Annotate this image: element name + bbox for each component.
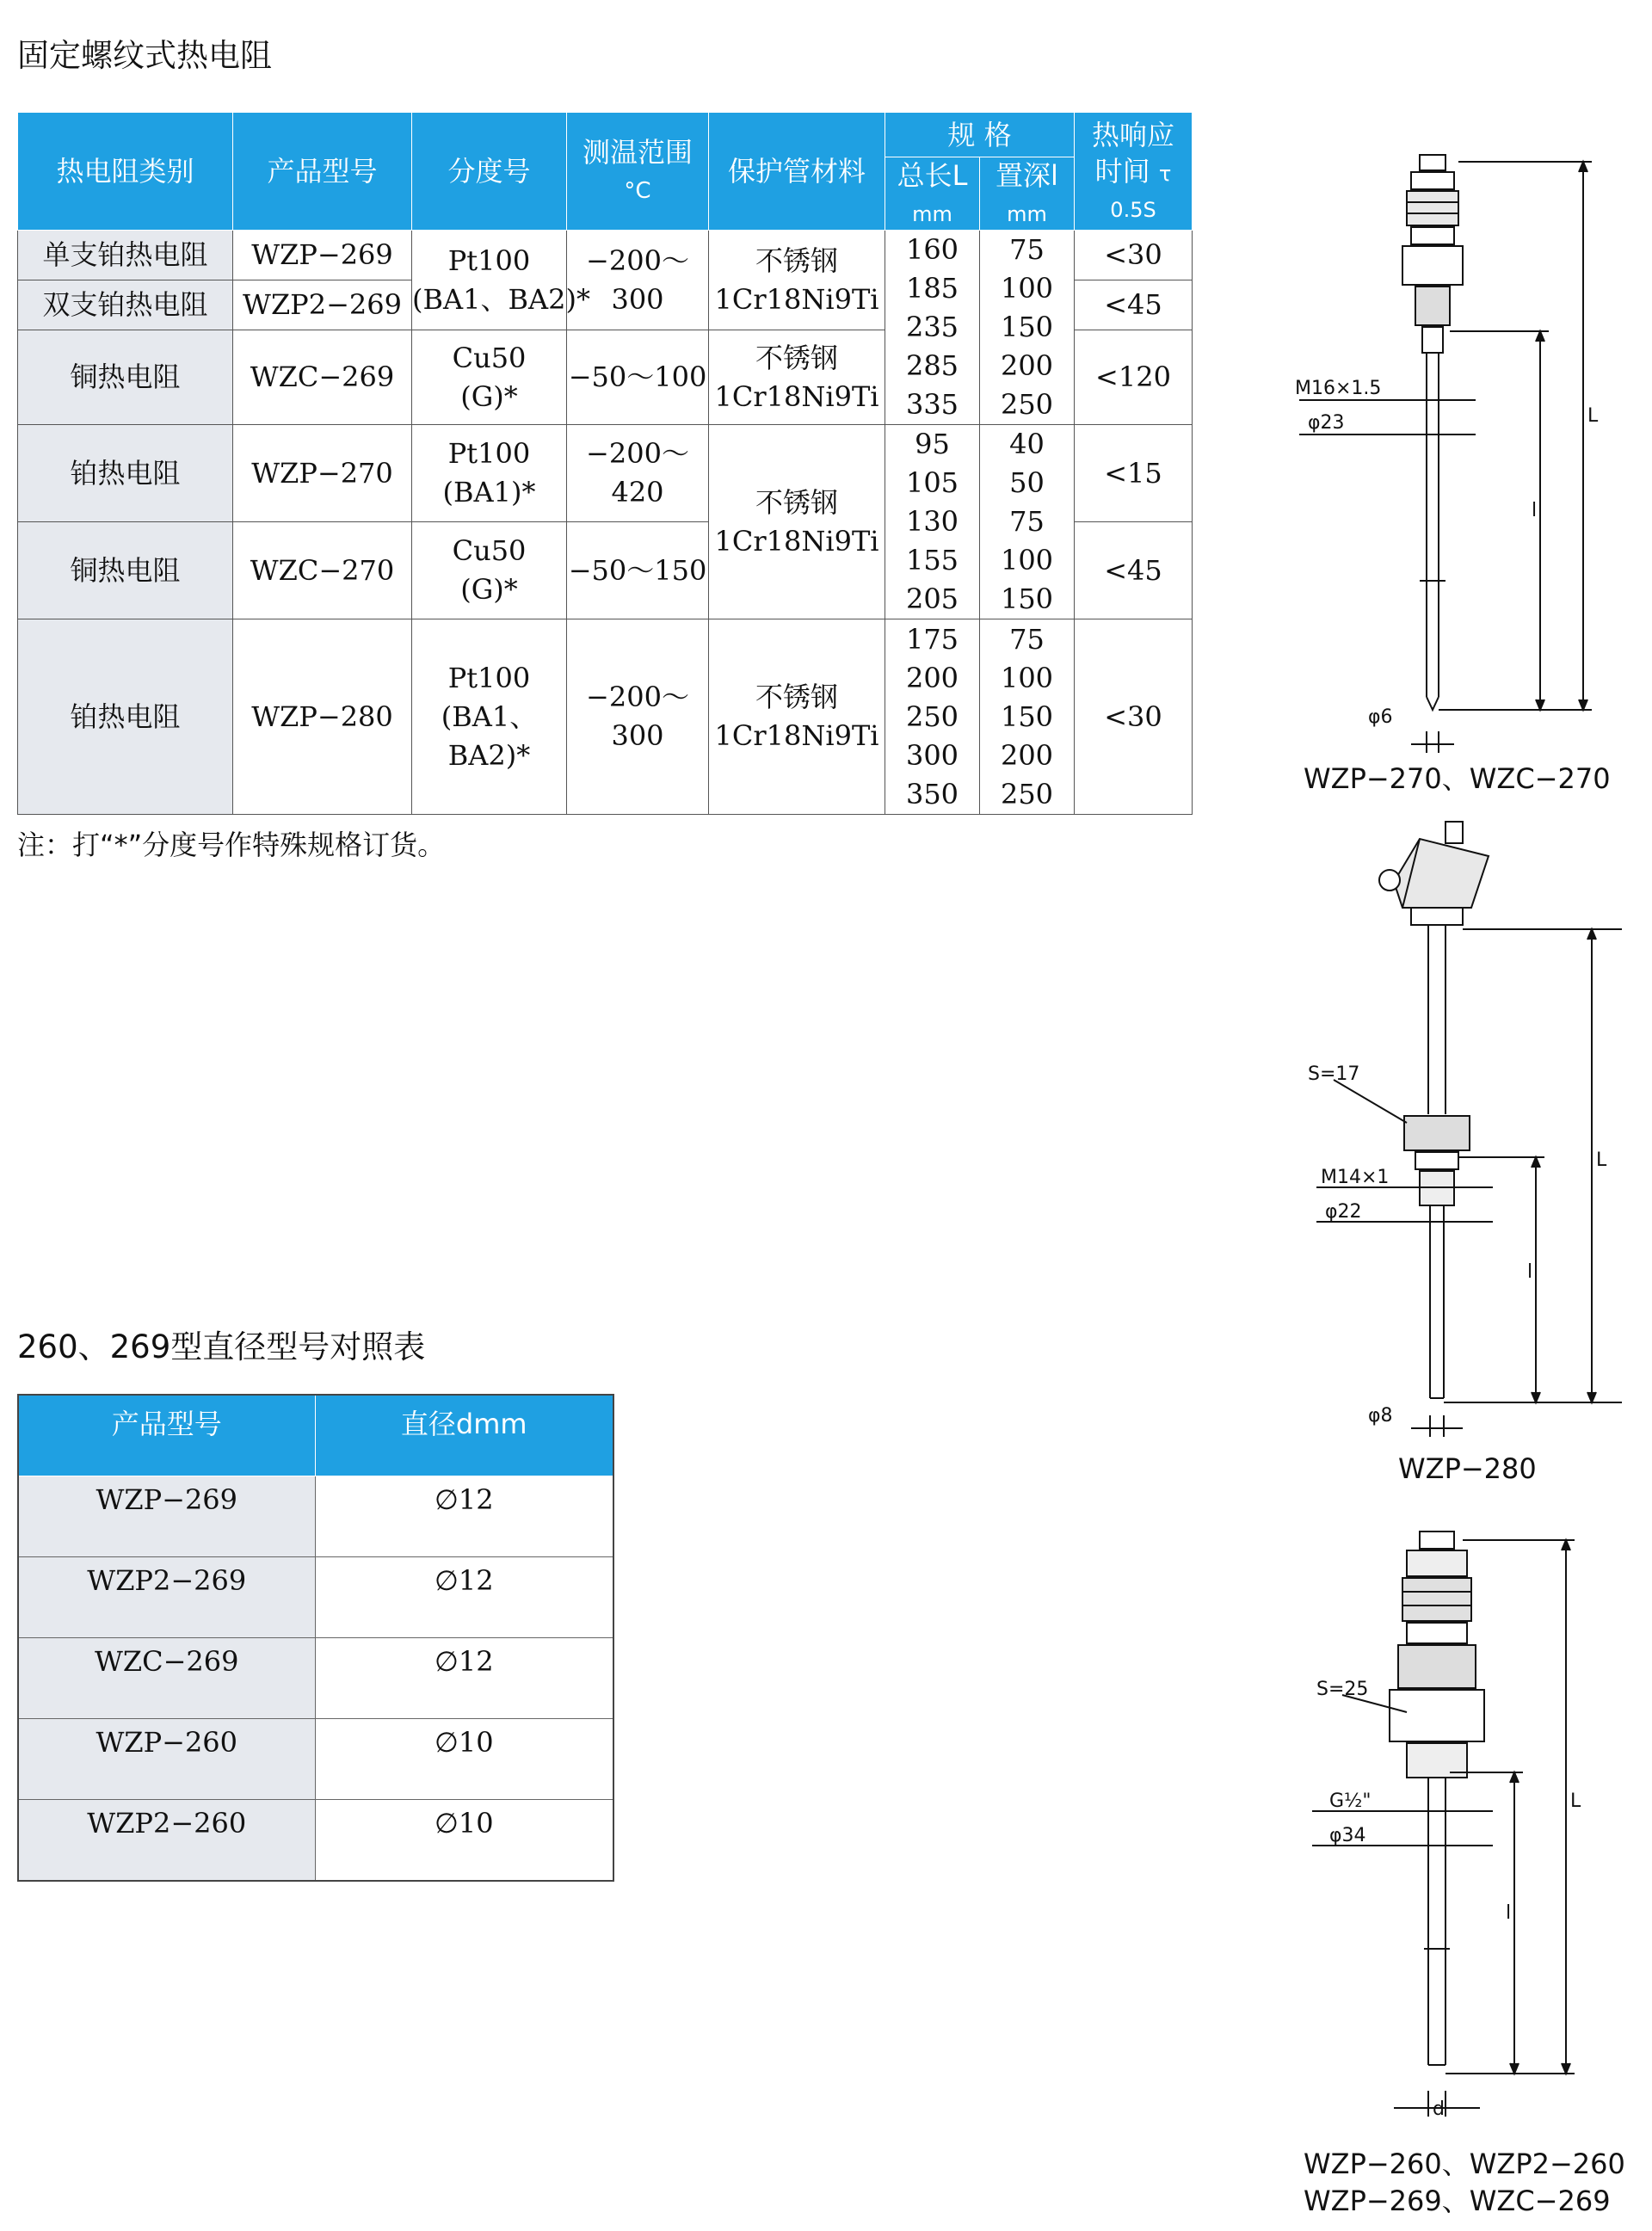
table-row	[18, 1476, 613, 1557]
depth-value: 75	[1009, 233, 1045, 266]
length-cell	[885, 425, 980, 619]
length-value: 300	[905, 738, 959, 772]
range-cell: −200～300	[567, 619, 709, 815]
header-length-label: 总长L	[897, 159, 968, 192]
graduation-cell	[412, 522, 567, 619]
model-cell: WZP2−269	[18, 1557, 315, 1638]
category-cell: 铜热电阻	[18, 330, 233, 425]
depth-value: 150	[1000, 582, 1054, 615]
material-line: 不锈钢	[755, 341, 838, 374]
response-cell: <45	[1075, 280, 1193, 330]
response-cell: <120	[1075, 330, 1193, 425]
depth-value: 100	[1000, 544, 1054, 576]
length-value: 235	[905, 311, 959, 343]
insertion-depth-label: l	[1527, 1261, 1533, 1283]
model-cell: WZP−269	[233, 231, 412, 280]
tip-diameter-label: φ6	[1368, 706, 1393, 728]
material-line: 1Cr18Ni9Ti	[714, 282, 879, 316]
section-title-fixed-thread-rtd: 固定螺纹式热电阻	[17, 37, 272, 74]
header-length	[885, 157, 980, 231]
header-category: 热电阻类别	[18, 113, 233, 231]
table-row	[18, 231, 1193, 280]
diameter-cell: ∅12	[315, 1557, 613, 1638]
drawing-wzp260-269	[1291, 1514, 1635, 2120]
material-line: 1Cr18Ni9Ti	[714, 524, 879, 558]
insertion-depth-label: l	[1532, 500, 1538, 521]
drawing-wzp280	[1291, 822, 1635, 1441]
thread-label: M14×1	[1321, 1167, 1390, 1188]
table-row	[18, 1800, 613, 1882]
thread-label: M16×1.5	[1295, 378, 1382, 399]
table-row	[18, 1719, 613, 1800]
header-model: 产品型号	[233, 113, 412, 231]
drawing-caption-270: WZP−270、WZC−270	[1304, 762, 1611, 795]
material-line: 不锈钢	[755, 681, 838, 713]
depth-value: 100	[1000, 272, 1054, 305]
diameter-cell: ∅12	[315, 1476, 613, 1557]
material-line: 不锈钢	[755, 485, 838, 519]
depth-value: 150	[1000, 311, 1054, 343]
header-depth-label: 置深l	[996, 159, 1058, 192]
range-cell: −200～300	[567, 231, 709, 330]
model-cell: WZP−280	[233, 619, 412, 815]
length-value: 160	[905, 233, 959, 266]
graduation-line: Cu50	[452, 341, 527, 374]
length-value: 105	[905, 466, 959, 499]
range-cell: −50～150	[567, 522, 709, 619]
graduation-line: Cu50	[452, 534, 527, 567]
header-response-line2: 时间	[1094, 155, 1150, 188]
depth-cell	[980, 231, 1075, 425]
model-cell: WZP−269	[18, 1476, 315, 1557]
header-response-unit: τ 0.5S	[1110, 162, 1172, 222]
depth-value: 100	[1000, 661, 1054, 694]
material-cell	[709, 619, 885, 815]
length-value: 205	[905, 582, 959, 615]
graduation-cell	[412, 330, 567, 425]
graduation-line: Pt100	[447, 243, 531, 277]
category-cell: 铂热电阻	[18, 425, 233, 522]
graduation-line: (G)*	[460, 573, 518, 606]
depth-value: 250	[1000, 777, 1054, 810]
range-cell: −50～100	[567, 330, 709, 425]
table-row	[18, 1557, 613, 1638]
depth-cell	[980, 425, 1075, 619]
thread-label: G½"	[1329, 1790, 1372, 1812]
footnote: 注：打“*”分度号作特殊规格订货。	[17, 829, 446, 861]
model-cell: WZP−270	[233, 425, 412, 522]
length-value: 250	[905, 699, 959, 733]
header-graduation: 分度号	[412, 113, 567, 231]
model-cell: WZP2−269	[233, 280, 412, 330]
length-value: 335	[905, 388, 959, 421]
response-cell: <45	[1075, 522, 1193, 619]
drawing-caption-280: WZP−280	[1398, 1452, 1537, 1485]
insertion-depth-label: l	[1506, 1902, 1512, 1924]
diameter-cell: ∅10	[315, 1719, 613, 1800]
category-cell: 单支铂热电阻	[18, 231, 233, 280]
graduation-cell	[412, 231, 590, 330]
header-response-line1: 热响应	[1091, 119, 1174, 151]
graduation-line: (G)*	[460, 379, 518, 413]
length-value: 155	[905, 544, 959, 576]
length-value: 200	[905, 661, 959, 694]
header-material: 保护管材料	[709, 113, 885, 231]
table-row	[18, 619, 1193, 815]
total-length-label: L	[1570, 1790, 1581, 1812]
header-spec-group: 规 格	[885, 113, 1075, 157]
rtd-spec-table	[17, 112, 1193, 815]
response-cell: <30	[1075, 231, 1193, 280]
category-cell: 铂热电阻	[18, 619, 233, 815]
diameter-cell: ∅10	[315, 1800, 613, 1882]
material-line: 1Cr18Ni9Ti	[714, 379, 879, 413]
length-value: 185	[905, 272, 959, 305]
graduation-line: (BA1、BA2)*	[412, 282, 590, 316]
total-length-label: L	[1596, 1149, 1607, 1171]
header-range-unit: °C	[624, 177, 651, 204]
material-cell	[709, 330, 885, 425]
length-value: 130	[905, 505, 959, 538]
category-cell: 双支铂热电阻	[18, 280, 233, 330]
header-response	[1075, 113, 1193, 231]
header-diameter: 直径dmm	[315, 1395, 613, 1476]
header-range	[567, 113, 709, 231]
diameter-comparison-table	[17, 1394, 614, 1882]
depth-value: 250	[1000, 388, 1054, 421]
wrench-size-label: S=17	[1308, 1063, 1360, 1085]
depth-cell	[980, 619, 1075, 815]
header-length-unit: mm	[912, 202, 952, 226]
wrench-size-label: S=25	[1316, 1679, 1369, 1700]
length-cell	[885, 619, 980, 815]
graduation-cell	[412, 619, 567, 815]
response-cell: <30	[1075, 619, 1193, 815]
material-line: 不锈钢	[755, 243, 838, 277]
tip-diameter-label: d	[1433, 2098, 1445, 2120]
header-model: 产品型号	[18, 1395, 315, 1476]
head-diameter-label: φ23	[1308, 412, 1345, 434]
model-cell: WZC−270	[233, 522, 412, 619]
response-cell: <15	[1075, 425, 1193, 522]
graduation-line: (BA1、	[441, 699, 538, 733]
graduation-line: Pt100	[447, 437, 531, 470]
graduation-cell	[412, 425, 567, 522]
table-row	[18, 425, 1193, 522]
spec-table-header	[18, 113, 1193, 231]
header-depth	[980, 157, 1075, 231]
section-title-diameter-table: 260、269型直径型号对照表	[17, 1328, 426, 1365]
material-cell	[709, 231, 885, 330]
model-cell: WZC−269	[18, 1638, 315, 1719]
graduation-line: BA2)*	[447, 738, 531, 772]
head-diameter-label: φ22	[1325, 1201, 1362, 1223]
length-value: 350	[905, 777, 959, 810]
depth-value: 75	[1009, 622, 1045, 656]
depth-value: 200	[1000, 349, 1054, 382]
drawing-caption-260-line1: WZP−260、WZP2−260	[1304, 2148, 1625, 2180]
depth-value: 75	[1009, 505, 1045, 538]
model-cell: WZC−269	[233, 330, 412, 425]
tip-diameter-label: φ8	[1368, 1405, 1393, 1427]
head-diameter-label: φ34	[1329, 1825, 1366, 1846]
material-cell	[709, 425, 885, 619]
length-cell	[885, 231, 980, 425]
model-cell: WZP2−260	[18, 1800, 315, 1882]
depth-value: 200	[1000, 738, 1054, 772]
diameter-cell: ∅12	[315, 1638, 613, 1719]
depth-value: 50	[1009, 466, 1045, 499]
graduation-line: Pt100	[447, 661, 531, 694]
drawing-caption-260-line2: WZP−269、WZC−269	[1304, 2185, 1611, 2217]
length-value: 95	[915, 428, 950, 460]
category-cell: 铜热电阻	[18, 522, 233, 619]
table-row	[18, 1638, 613, 1719]
header-range-label: 测温范围	[582, 135, 693, 169]
drawing-wzp270-wzc270	[1282, 138, 1626, 757]
depth-value: 40	[1009, 428, 1045, 460]
total-length-label: L	[1587, 405, 1599, 427]
depth-value: 150	[1000, 699, 1054, 733]
range-cell: −200～420	[567, 425, 709, 522]
material-line: 1Cr18Ni9Ti	[714, 719, 879, 752]
model-cell: WZP−260	[18, 1719, 315, 1800]
graduation-line: (BA1)*	[442, 476, 536, 508]
header-depth-unit: mm	[1007, 202, 1047, 226]
length-value: 285	[905, 349, 959, 382]
length-value: 175	[905, 622, 959, 656]
